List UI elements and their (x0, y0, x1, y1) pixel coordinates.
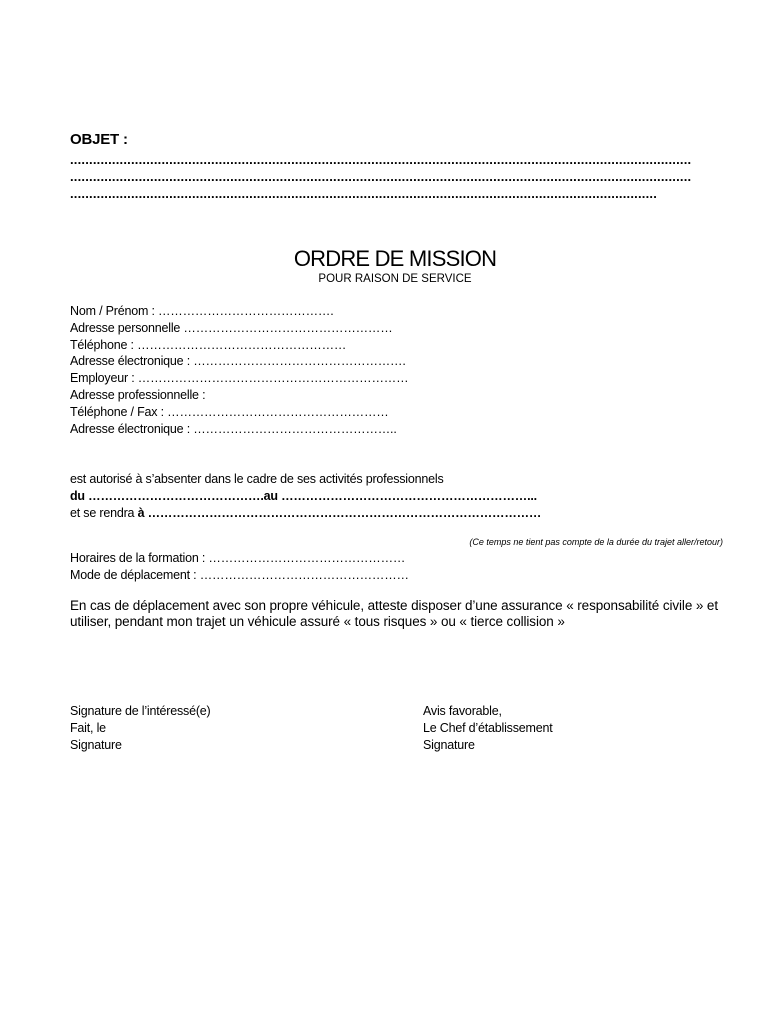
field-horaires: Horaires de la formation : ………………………………………… (70, 551, 406, 565)
rendra-a: à (137, 506, 145, 520)
field-telephone-fax: Téléphone / Fax : ……………………………………………… (70, 404, 389, 419)
document-title: ORDRE DE MISSION (293, 246, 497, 271)
signature-label-left: Signature (70, 738, 122, 752)
field-adresse-electronique-pro: Adresse électronique : ………………………………………….. (70, 421, 397, 436)
du-dots: ……………………………………. (84, 489, 264, 503)
insurance-statement: En cas de déplacement avec son propre véhicule, atteste disposer d’une assurance « responsabilité civile » et utiliser, pendant mon trajet un véhicule assuré « tous risques » ou « tierce collision » (70, 598, 718, 629)
objet-line-3: .......................................................................................................................................................... (70, 186, 658, 201)
authorization-block (70, 471, 541, 522)
du-label: du (70, 489, 85, 503)
field-adresse-professionnelle: Adresse professionnelle : (70, 387, 206, 402)
rendra-prefix: et se rendra (70, 506, 138, 520)
signature-label-right: Signature (423, 738, 475, 752)
identity-fields (70, 303, 408, 437)
objet-label: OBJET : (70, 131, 128, 148)
field-adresse-personnelle: Adresse personnelle …………………………………………… (70, 320, 393, 335)
travel-time-note: (Ce temps ne tient pas compte de la durée du trajet aller/retour) (469, 537, 723, 547)
schedule-block (70, 550, 409, 584)
avis-favorable: Avis favorable, (423, 704, 502, 718)
signature-left (70, 703, 211, 754)
chef-etablissement: Le Chef d’établissement (423, 721, 553, 735)
fait-le: Fait, le (70, 721, 106, 735)
signature-interesse: Signature de l’intéressé(e) (70, 704, 211, 718)
authorization-dates (70, 488, 541, 505)
authorization-intro: est autorisé à s’absenter dans le cadre de ses activités professionnels (70, 472, 444, 486)
authorization-destination (70, 505, 541, 522)
document-subtitle: POUR RAISON DE SERVICE (318, 273, 472, 285)
au-dots: ……………………………………………………... (277, 489, 537, 503)
signature-right (423, 703, 553, 754)
objet-line-2: ................................................................................................................................................................... (70, 169, 692, 184)
objet-line-1: ................................................................................................................................................................... (70, 152, 692, 167)
field-nom-prenom: Nom / Prénom : ……………………………………. (70, 304, 334, 318)
field-adresse-electronique: Adresse électronique : ……………………………………………. (70, 354, 406, 369)
field-employeur: Employeur : ………………………………………………………… (70, 371, 409, 386)
field-mode-deplacement: Mode de déplacement : …………………………………………… (70, 568, 409, 582)
field-telephone: Téléphone : …………………………………………… (70, 337, 347, 352)
rendra-dots: …………………………………………………………………………………… (144, 506, 542, 520)
au-label: au (263, 489, 278, 503)
